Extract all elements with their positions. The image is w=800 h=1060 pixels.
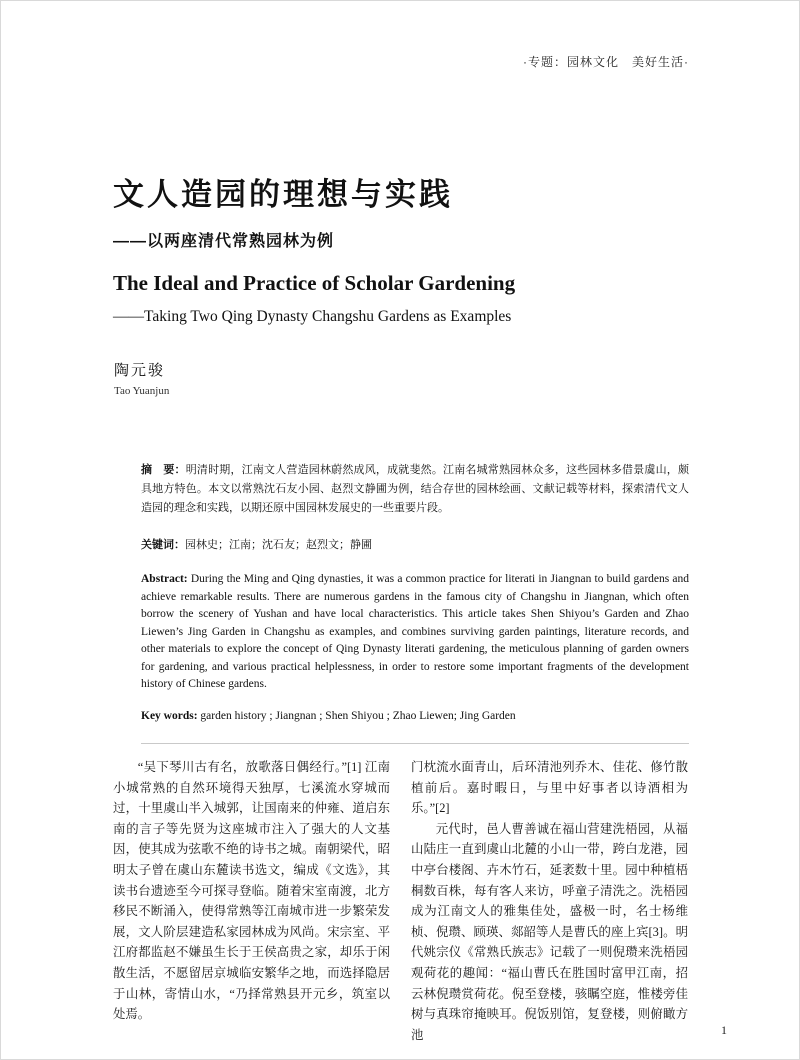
abstract-zh <box>141 461 689 518</box>
topic-label: ·专题：园林文化 美好生活· <box>523 55 689 69</box>
subtitle-en: ——Taking Two Qing Dynasty Changshu Gardens as Examples <box>113 308 512 325</box>
abstract-en-text: During the Ming and Qing dynasties, it was a common practice for literati in Jiangnan to build gardens and achieve remarkable results. There are numerous gardens in the famous city of Changshu in Jiangnan, which often borrow the scenery of Yushan and have local characteristics. This article takes Shen Shiyou’s Garden and Zhao Liewen’s Jing Garden in Changshu as examples, and combines surviving garden paintings, literature records, and other materials to explore the concept of Qing Dynasty literati gardening, the meticulous planning of garden owners for gardening, and various practical helplessness, in order to restore some important fragments of the development history of Chinese gardens. <box>141 573 690 690</box>
author-name-en: Tao Yuanjun <box>114 385 170 397</box>
title-en: The Ideal and Practice of Scholar Gardening <box>113 271 516 295</box>
abstract-en-label: Abstract: <box>141 573 188 585</box>
keywords-zh <box>141 536 689 555</box>
keywords-zh-label: 关键词： <box>141 539 185 551</box>
keywords-zh-text: 园林史；江南；沈石友；赵烈文；静圃 <box>185 539 372 551</box>
abstract-zh-text: 明清时期，江南文人营造园林蔚然成风，成就斐然。江南名城常熟园林众多，这些园林多借景虞山，颇具地方特色。本文以常熟沈石友小园、赵烈文静圃为例，结合存世的园林绘画、文献记载等材料，探索清代文人造园的理念和实践，以期还原中国园林发展史的一些重要片段。 <box>141 464 689 514</box>
title-zh: 文人造园的理想与实践 <box>113 177 453 212</box>
body-paragraph: “吴下琴川古有名，放歌落日偶经行。”[1] 江南小城常熟的自然环境得天独厚，七溪流水穿城而过，十里虞山半入城郭，让国南来的仲雍、道启东南的言子等先贤为这座城市注入了强大的人文基因，使其成为弦歌不绝的诗书之城。南朝梁代，昭明太子曾在虞山东麓读书选文，编成《文选》，其读书台遗迹至今可探寻登临。随着宋室南渡，北方移民不断涌入，使得常熟等江南城市进一步繁荣发展，文人阶层建造私家园林成为风尚。宋宗室、平江府都监赵不嫌虽生长于王侯高贵之家，却乐于闲散生活，不愿留居京城临安繁华之地，而选择隐居于山林，寄情山水，“乃择常熟县开元乡，筑室以处焉。 <box>113 760 390 1022</box>
keywords-en-text: garden history ; Jiangnan ; Shen Shiyou ; Zhao Liewen; Jing Garden <box>200 709 516 722</box>
author-name-zh: 陶元骏 <box>114 362 166 379</box>
abstract-block <box>141 461 689 744</box>
body-columns <box>113 757 689 1045</box>
left-column <box>113 757 390 1045</box>
body-paragraph: 门枕流水面青山，后环清池列乔木、佳花、修竹散植前后。嘉时暇日，与里中好事者以诗酒相为乐。”[2] <box>411 760 688 816</box>
abstract-zh-label: 摘 要： <box>141 464 186 476</box>
subtitle-zh: ——以两座清代常熟园林为例 <box>113 233 335 250</box>
keywords-en-label: Key words: <box>141 709 198 722</box>
keywords-en <box>141 708 689 725</box>
page-number: 1 <box>721 1023 727 1037</box>
right-column <box>411 757 688 1045</box>
abstract-en <box>141 571 689 694</box>
body-paragraph: 元代时，邑人曹善诚在福山营建洗梧园，从福山陆庄一直到虞山北麓的小山一带，跨白龙港，园中亭台楼阁、卉木竹石，延袤数十里。园中种植梧桐数百株，每有客人来访，呼童子清洗之。洗梧园成为江南文人的雅集佳处，盛极一时，名士杨维桢、倪瓒、顾瑛、郯韶等人是曹氏的座上宾[3]。明代姚宗仪《常熟氏族志》记载了一则倪瓒来洗梧园观荷花的趣闻：“福山曹氏在胜国时富甲江南，招云林倪瓒赏荷花。倪至登楼，骇瞩空庭，惟楼旁佳树与真珠帘掩映耳。倪饭别馆，复登楼，则俯瞰方池 <box>411 821 688 1042</box>
